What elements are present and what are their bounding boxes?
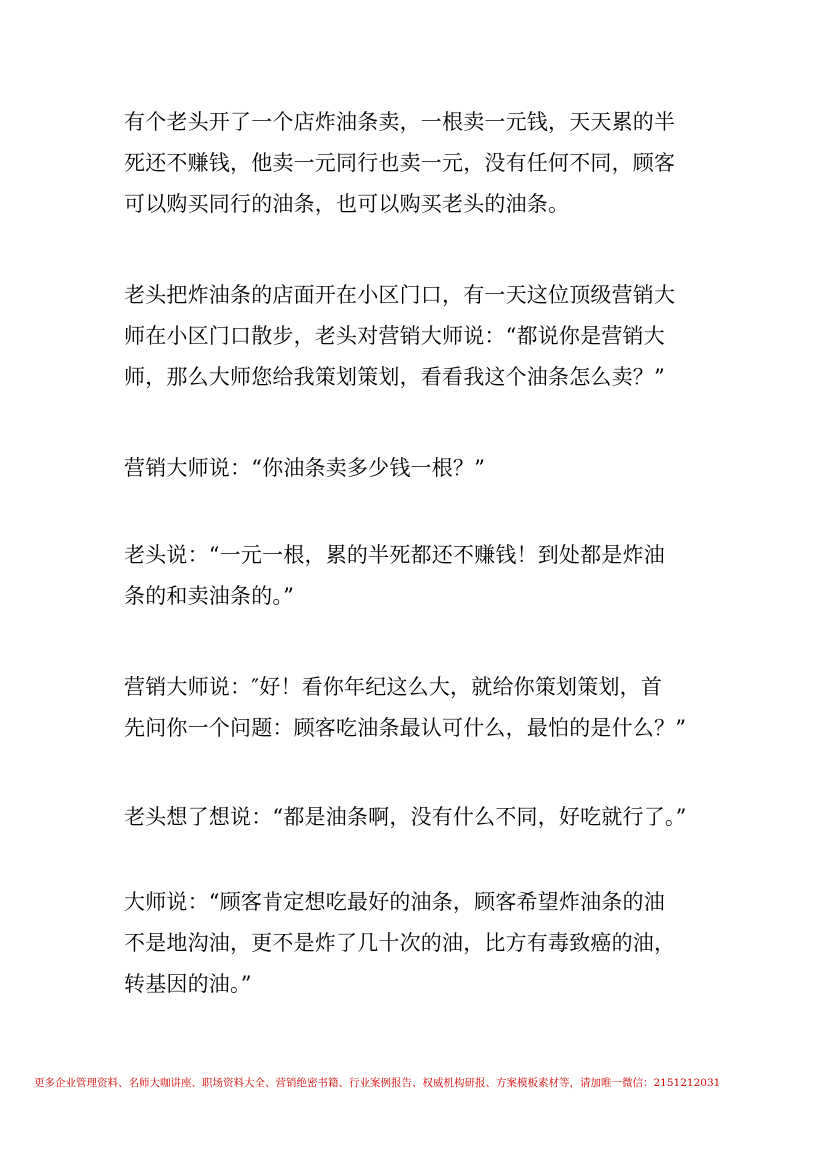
paragraph-7	[124, 882, 714, 1005]
paragraph-2	[124, 275, 714, 398]
text-line: 转基因的油。”	[124, 972, 252, 996]
text-line: 死还不赚钱，他卖一元同行也卖一元，没有任何不同，顾客	[124, 151, 676, 175]
text-line: 老头想了想说：“都是油条啊，没有什么不同，好吃就行了。”	[124, 805, 687, 829]
text-line: 有个老头开了一个店炸油条卖，一根卖一元钱，天天累的半	[124, 110, 676, 134]
text-line: 条的和卖油条的。”	[124, 584, 295, 608]
text-line: 老头把炸油条的店面开在小区门口，有一天这位顶级营销大	[124, 283, 676, 307]
paragraph-6	[124, 797, 714, 838]
paragraph-5	[124, 667, 714, 749]
paragraph-3	[124, 448, 714, 489]
paragraph-4	[124, 535, 714, 617]
text-line: 老头说：“一元一根，累的半死都还不赚钱！到处都是炸油	[124, 543, 665, 567]
text-line: 不是地沟油，更不是炸了几十次的油，比方有毒致癌的油，	[124, 931, 676, 955]
text-line: 先问你一个问题：顾客吃油条最认可什么，最怕的是什么？”	[124, 716, 687, 740]
text-line: 师，那么大师您给我策划策划，看看我这个油条怎么卖？”	[124, 365, 665, 389]
footer-promo-text: 更多企业管理资料、名师大咖讲座、职场资料大全、营销绝密书籍、行业案例报告、权威机构研报、方案模板素材等，请加唯一微信：2151212031	[34, 1077, 721, 1089]
text-line: 营销大师说：“你油条卖多少钱一根？”	[124, 456, 486, 480]
paragraph-1	[124, 102, 714, 225]
text-line: 师在小区门口散步，老头对营销大师说：“都说你是营销大	[124, 324, 665, 348]
text-line: 大师说：“顾客肯定想吃最好的油条，顾客希望炸油条的油	[124, 890, 665, 914]
text-line: 可以购买同行的油条，也可以购买老头的油条。	[124, 192, 570, 216]
text-line: 营销大师说：″好！看你年纪这么大，就给你策划策划，首	[124, 675, 663, 699]
